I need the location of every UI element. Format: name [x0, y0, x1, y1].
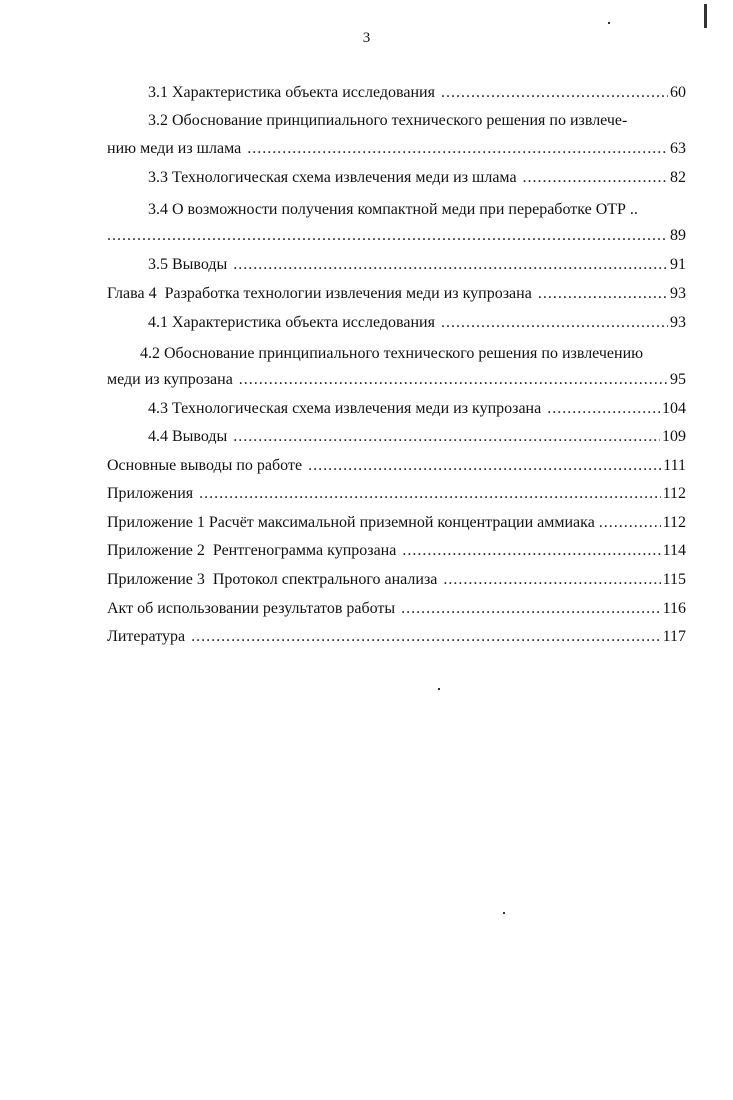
dot-leader	[233, 256, 668, 274]
toc-entry-title: Приложение 2 Рентгенограмма купрозана	[107, 542, 397, 559]
toc-entry	[107, 371, 686, 393]
dot-leader	[308, 457, 661, 475]
toc-entry	[107, 485, 686, 507]
toc-entry-page: 63	[670, 140, 686, 157]
toc-entry-title: 4.4 Выводы	[148, 428, 228, 445]
toc-entry	[107, 285, 686, 307]
toc-entry-page: 114	[662, 542, 686, 559]
dot-leader	[599, 514, 661, 532]
dot-leader	[443, 571, 660, 589]
toc-entry-title: 3.5 Выводы	[148, 256, 228, 273]
toc-entry	[148, 314, 686, 336]
toc-entry-title: Приложение 3 Протокол спектрального анализа	[107, 571, 438, 588]
toc-entry	[148, 169, 686, 191]
toc-entry-page: 116	[662, 600, 686, 617]
toc-entry	[148, 400, 686, 422]
dot-leader	[402, 542, 660, 560]
toc-entry-title: Акт об использовании результатов работы	[107, 600, 396, 617]
toc-entry	[148, 428, 686, 450]
toc-entry	[148, 256, 686, 278]
toc-entry-page: 60	[670, 84, 686, 101]
toc-entry-page: 93	[670, 314, 686, 331]
toc-entry-title: Приложения	[107, 485, 194, 502]
toc-entry-title: нию меди из шлама	[107, 140, 242, 157]
dot-leader	[523, 169, 668, 187]
toc-entry-title: 4.3 Технологическая схема извлечения меди из купрозана	[148, 400, 542, 417]
dot-leader	[191, 628, 661, 646]
toc-entry-title: 4.1 Характеристика объекта исследования	[148, 314, 435, 331]
toc-entry-title-line1: 3.2 Обоснование принципиального технического решения по извлече-	[148, 112, 628, 129]
dot-leader	[441, 84, 668, 102]
toc-entry-title: Приложение 1 Расчёт максимальной приземной концентрации аммиака	[107, 514, 595, 531]
dot-leader	[199, 485, 660, 503]
scan-dot	[608, 22, 610, 24]
dot-leader	[401, 600, 660, 618]
toc-entry-title: 3.1 Характеристика объекта исследования	[148, 84, 435, 101]
toc-entry-page: 89	[670, 227, 686, 244]
toc-entry-page: 112	[662, 514, 686, 531]
toc-entry	[107, 542, 686, 564]
toc-entry-title-line1: 4.2 Обоснование принципиального технического решения по извлечению	[140, 345, 644, 362]
toc-entry-title: Литература	[107, 628, 186, 645]
toc-entry-page: 109	[662, 428, 686, 445]
toc-entry	[148, 84, 686, 106]
toc-entry-title-line1: 3.4 О возможности получения компактной меди при переработке ОТР ..	[148, 201, 638, 218]
toc-entry	[107, 140, 686, 162]
toc-entry-page: 91	[670, 256, 686, 273]
toc-entry-page: 115	[662, 571, 686, 588]
scan-dot	[503, 912, 505, 914]
toc-entry-page: 111	[663, 457, 686, 474]
toc-entry-title: 3.3 Технологическая схема извлечения меди из шлама	[148, 169, 517, 186]
toc-entry-title: Основные выводы по работе	[107, 457, 303, 474]
dot-leader	[107, 227, 668, 245]
toc-entry	[107, 571, 686, 593]
dot-leader	[247, 140, 668, 158]
scan-mark	[704, 4, 707, 28]
toc-entry-page: 95	[670, 371, 686, 388]
toc-entry-title: Глава 4 Разработка технологии извлечения меди из купрозана	[107, 285, 532, 302]
dot-leader	[239, 371, 668, 389]
toc-entry-page: 93	[670, 285, 686, 302]
toc-entry	[107, 600, 686, 622]
toc-entry-page: 112	[662, 485, 686, 502]
toc-entry-page: 82	[670, 169, 686, 186]
dot-leader	[547, 400, 660, 418]
toc-entry	[107, 457, 686, 479]
toc-entry	[107, 227, 686, 249]
toc-entry-page: 117	[662, 628, 686, 645]
toc-entry	[107, 628, 686, 650]
dot-leader	[441, 314, 668, 332]
toc-entry-title: меди из купрозана	[107, 371, 233, 388]
toc-entry	[107, 514, 686, 536]
dot-leader	[233, 428, 660, 446]
scan-dot	[438, 688, 440, 690]
page-number: 3	[362, 30, 371, 46]
dot-leader	[538, 285, 668, 303]
toc-entry-page: 104	[662, 400, 686, 417]
